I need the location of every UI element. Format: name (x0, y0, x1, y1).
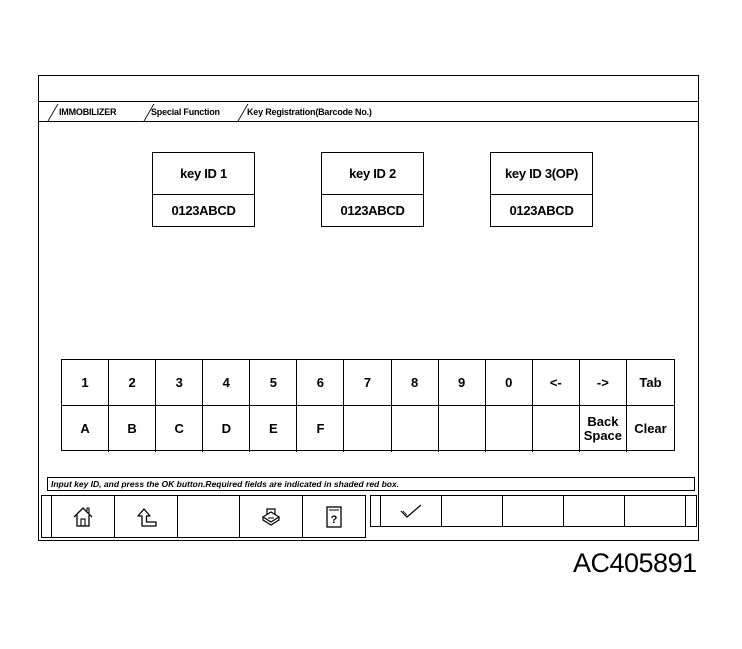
key-1[interactable]: 1 (62, 360, 109, 406)
title-bar (39, 76, 698, 102)
key-backspace[interactable]: Back Space (580, 406, 627, 452)
status-message: Input key ID, and press the OK button.Required fields are indicated in shaded red box. (47, 477, 695, 491)
print-icon (258, 505, 284, 529)
help-icon (323, 504, 345, 530)
key-f[interactable]: F (297, 406, 344, 452)
key-id-2-value[interactable]: 0123ABCD (340, 203, 405, 218)
toolbar-empty-button[interactable] (564, 496, 625, 526)
key-cursor-left[interactable]: <- (533, 360, 580, 406)
key-c[interactable]: C (156, 406, 203, 452)
key-0[interactable]: 0 (486, 360, 533, 406)
key-id-3-label: key ID 3(OP) (491, 153, 592, 195)
key-blank[interactable] (344, 406, 391, 452)
toolbar-empty-button[interactable] (503, 496, 564, 526)
toolbar-right (370, 495, 697, 527)
toolbar-empty-button[interactable] (178, 496, 241, 537)
print-button[interactable] (240, 496, 303, 537)
key-a[interactable]: A (62, 406, 109, 452)
key-e[interactable]: E (250, 406, 297, 452)
key-2[interactable]: 2 (109, 360, 156, 406)
toolbar-left (41, 495, 366, 538)
key-6[interactable]: 6 (297, 360, 344, 406)
key-cursor-right[interactable]: -> (580, 360, 627, 406)
home-icon (70, 505, 96, 529)
key-3[interactable]: 3 (156, 360, 203, 406)
toolbar-empty-button[interactable] (442, 496, 503, 526)
key-id-2-box[interactable] (321, 152, 424, 227)
breadcrumb (39, 104, 698, 122)
ok-check-icon (398, 502, 424, 520)
on-screen-keypad (61, 359, 675, 451)
back-button[interactable] (115, 496, 178, 537)
breadcrumb-immobilizer[interactable]: IMMOBILIZER (59, 107, 117, 117)
breadcrumb-separator (47, 104, 58, 122)
key-id-3-box[interactable] (490, 152, 593, 227)
key-id-2-label: key ID 2 (322, 153, 423, 195)
help-button[interactable] (303, 496, 365, 537)
toolbar-edge (371, 496, 381, 526)
toolbar-edge (42, 496, 52, 537)
key-clear[interactable]: Clear (634, 421, 667, 436)
key-blank[interactable] (439, 406, 486, 452)
key-id-3-value[interactable]: 0123ABCD (509, 203, 574, 218)
document-id: AC405891 (573, 548, 697, 578)
key-id-1-value[interactable]: 0123ABCD (171, 203, 236, 218)
ok-button[interactable] (381, 496, 442, 526)
key-b[interactable]: B (109, 406, 156, 452)
key-4[interactable]: 4 (203, 360, 250, 406)
key-7[interactable]: 7 (344, 360, 391, 406)
svg-text:?: ? (330, 513, 338, 526)
home-button[interactable] (52, 496, 115, 537)
key-d[interactable]: D (203, 406, 250, 452)
key-id-1-box[interactable] (152, 152, 255, 227)
key-9[interactable]: 9 (439, 360, 486, 406)
breadcrumb-key-registration: Key Registration(Barcode No.) (247, 107, 372, 117)
toolbar-edge (686, 496, 696, 526)
breadcrumb-special-function[interactable]: Special Function (151, 107, 220, 117)
key-blank[interactable] (533, 406, 580, 452)
key-id-1-label: key ID 1 (153, 153, 254, 195)
key-8[interactable]: 8 (392, 360, 439, 406)
key-tab[interactable]: Tab (627, 360, 674, 406)
toolbar-empty-button[interactable] (625, 496, 686, 526)
key-5[interactable]: 5 (250, 360, 297, 406)
diagnostic-screen (38, 75, 699, 541)
back-arrow-icon (132, 505, 160, 529)
key-blank[interactable] (392, 406, 439, 452)
key-blank[interactable] (486, 406, 533, 452)
